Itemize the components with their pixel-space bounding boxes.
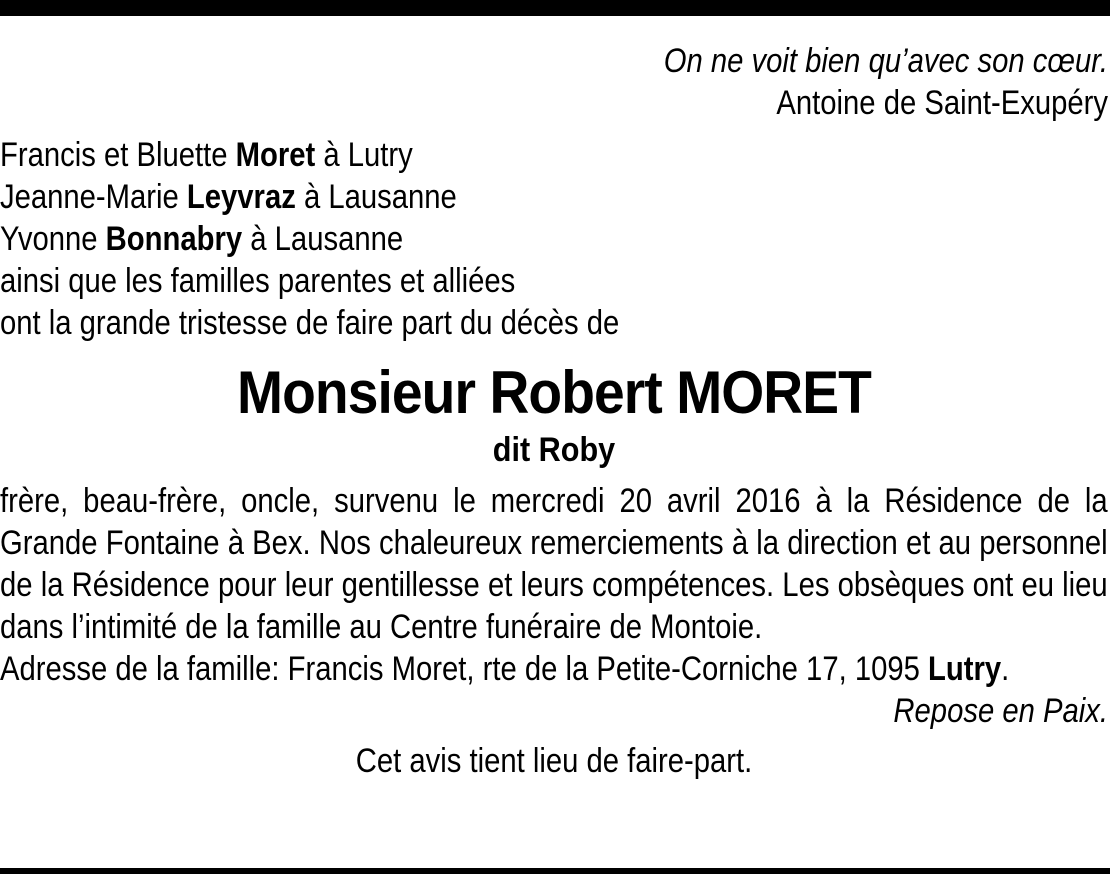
family-address <box>0 648 1010 690</box>
family-line <box>0 134 953 176</box>
notice-body-text: frère, beau-frère, oncle, survenu le mercredi 20 avril 2016 à la Résidence de la Grande Fontaine à Bex. Nos chaleureux remerciements à la direction et au personnel de la Résidence pour leur gentillesse et leurs compétences. Les obsèques ont eu lieu dans l’intimité de la famille au Centre funéraire de Montoie. <box>0 482 1108 646</box>
family-surname: Bonnabry <box>105 220 243 258</box>
family-line <box>0 176 953 218</box>
obituary-notice <box>0 40 1108 782</box>
family-line <box>0 218 953 260</box>
family-surname: Leyvraz <box>186 178 296 216</box>
epigraph-quote: On ne voit bien qu’avec son cœur. <box>663 42 1108 80</box>
family-first-names: Jeanne-Marie <box>0 178 187 216</box>
family-list <box>0 134 1108 344</box>
deceased-nickname: dit Roby <box>492 431 616 469</box>
bottom-rule <box>0 868 1110 874</box>
family-place: à Lutry <box>315 136 413 174</box>
address-text: Adresse de la famille: Francis Moret, rte de la Petite-Corniche 17, 1095 <box>0 650 929 688</box>
footer-note: Cet avis tient lieu de faire-part. <box>355 742 753 780</box>
intro-line: ainsi que les familles parentes et alliées <box>0 262 516 300</box>
family-place: à Lausanne <box>295 178 457 216</box>
closing-line: Repose en Paix. <box>893 692 1108 730</box>
intro-line: ont la grande tristesse de faire part du décès de <box>0 304 620 342</box>
address-city: Lutry <box>928 650 1002 688</box>
family-first-names: Yvonne <box>0 220 106 258</box>
deceased-name: Monsieur Robert MORET <box>237 359 871 426</box>
epigraph-author: Antoine de Saint-Exupéry <box>776 84 1108 122</box>
family-surname: Moret <box>235 136 316 174</box>
family-first-names: Francis et Bluette <box>0 136 236 174</box>
family-place: à Lausanne <box>242 220 404 258</box>
top-rule <box>0 0 1110 16</box>
address-suffix: . <box>1001 650 1010 688</box>
epigraph <box>0 40 1108 124</box>
notice-body <box>0 480 1108 648</box>
